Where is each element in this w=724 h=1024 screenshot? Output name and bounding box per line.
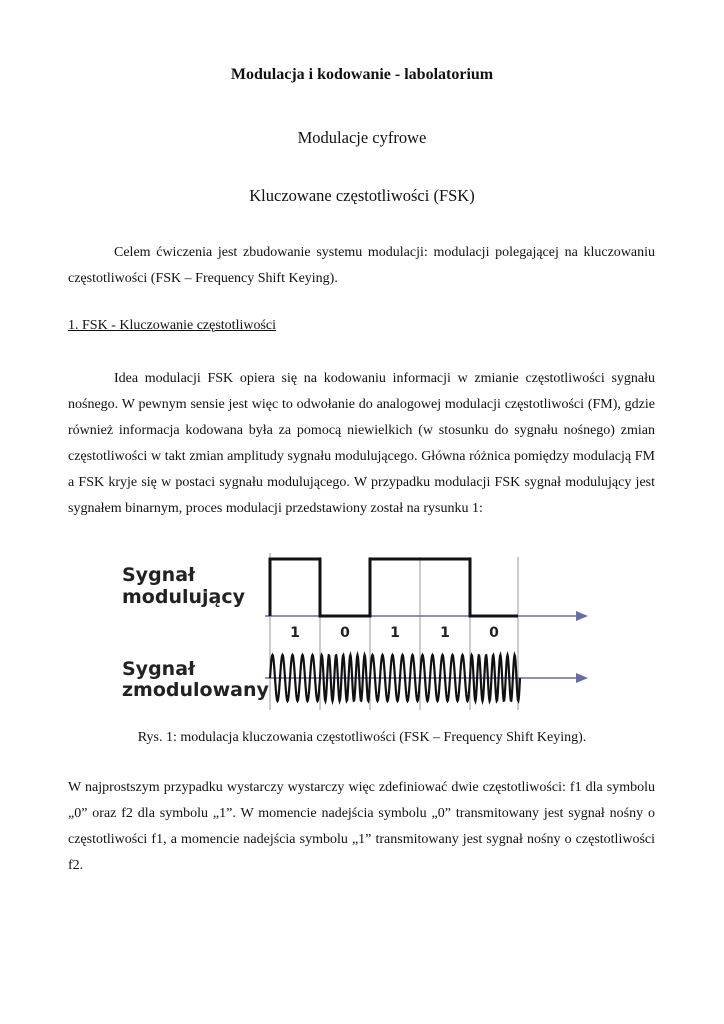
time-axis-bottom	[265, 673, 588, 683]
bit-label: 1	[390, 625, 400, 641]
section-heading: 1. FSK - Kluczowanie częstotliwości	[68, 318, 277, 333]
closing-paragraph: W najprostszym przypadku wystarczy wystarczy więc zdefiniować dwie częstotliwości: f1 dla symbolu „0” oraz f2 dla symbolu „1”. W momencie nadejścia symbolu „0” transmitowany jest sygnał nośny o częstotliwości f1, a momencie nadejścia symbolu „1” transmitowany jest sygnał nośny o częstotliwości f2.	[68, 780, 655, 873]
document-title: Modulacja i kodowanie - labolatorium	[230, 66, 494, 83]
bit-label: 1	[290, 625, 300, 641]
bit-label: 0	[489, 625, 499, 641]
bit-label: 0	[340, 625, 350, 641]
modulating-label-line1: Sygnał	[122, 564, 196, 586]
arrow-head-icon	[576, 611, 588, 621]
modulating-signal	[270, 559, 518, 616]
modulated-label-line2: zmodulowany	[122, 679, 269, 701]
bit-label: 1	[440, 625, 450, 641]
arrow-head-icon	[576, 673, 588, 683]
fsk-figure	[110, 545, 610, 715]
section-title: Kluczowane częstotliwości (FSK)	[249, 186, 475, 205]
figure-caption: Rys. 1: modulacja kluczowania częstotliwości (FSK – Frequency Shift Keying).	[137, 730, 587, 745]
intro-paragraph: Celem ćwiczenia jest zbudowanie systemu modulacji: modulacji polegającej na kluczowaniu częstotliwości (FSK – Frequency Shift Keying).	[68, 245, 655, 286]
modulating-label-line2: modulujący	[122, 586, 245, 608]
time-axis-top	[265, 611, 588, 621]
document-subtitle: Modulacje cyfrowe	[297, 128, 427, 147]
modulated-label-line1: Sygnał	[122, 658, 196, 680]
section-paragraph: Idea modulacji FSK opiera się na kodowaniu informacji w zmianie częstotliwości sygnału nośnego. W pewnym sensie jest więc to odwołanie do analogowej modulacji częstotliwości (FM), gdzie również informacja kodowana była za pomocą niewielkich (w stosunku do sygnału nośnego) zmian częstotliwości w takt zmian amplitudy sygnału modulującego. Główna różnica pomiędzy modulacją FM a FSK kryje się w postaci sygnału modulującego. W przypadku modulacji FSK sygnał modulujący jest sygnałem binarnym, proces modulacji przedstawiony został na rysunku 1:	[68, 371, 655, 516]
